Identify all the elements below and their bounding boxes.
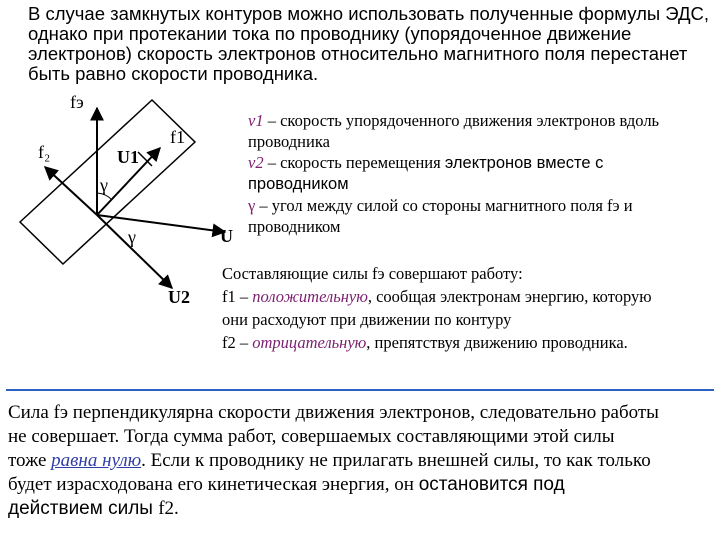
- conclusion-line-3a: тоже: [8, 450, 52, 471]
- label-gamma-top: γ: [100, 175, 108, 195]
- work-f2-label: f2 –: [222, 333, 253, 352]
- gamma-text: – угол между силой со стороны магнитного поля fэ и: [255, 196, 633, 215]
- label-u1: U1: [117, 147, 139, 167]
- conclusion-line-4b: остановится под: [418, 474, 565, 495]
- label-gamma-bottom: γ: [128, 227, 136, 247]
- def-gamma-line: [248, 195, 713, 216]
- label-f1: f1: [170, 127, 185, 147]
- conclusion-line-3: [8, 449, 714, 473]
- intro-line: однако при протекании тока по проводнику (упорядоченное движение: [28, 23, 632, 44]
- label-f2: f₂: [38, 142, 51, 162]
- v1-text: – скорость упорядоченного движения электронов вдоль: [263, 111, 660, 130]
- def-gamma-cont: проводником: [248, 217, 341, 236]
- work-f1-rest: , сообщая электронам энергию, которую: [367, 287, 652, 306]
- work-f1-dash: –: [235, 287, 253, 306]
- work-f1-word: положительную: [252, 287, 368, 306]
- def-v2-line: [248, 152, 713, 174]
- v2-symbol: v2: [248, 153, 264, 172]
- v2-text-b: электронов вместе с: [444, 154, 604, 172]
- work-f1-label: f1: [222, 287, 236, 306]
- conclusion-line-5: [8, 497, 714, 521]
- work-line-f2: [222, 331, 717, 354]
- definitions-block: [248, 110, 713, 237]
- work-f2-word: отрицательную: [252, 333, 367, 352]
- equals-zero-text: равна нулю: [51, 450, 142, 471]
- conclusion-line-2: не совершает. Тогда сумма работ, совершаемых составляющими этой силы: [8, 426, 615, 447]
- label-u2: U2: [168, 287, 190, 307]
- conclusion-line-1: Сила fэ перпендикулярна скорости движения электронов, следовательно работы: [8, 402, 659, 423]
- velocity-u2-arrow: [97, 215, 172, 288]
- conclusion-line-4: [8, 473, 714, 497]
- conclusion-line-5a: действием силы: [8, 498, 159, 519]
- label-u: U: [220, 226, 233, 246]
- def-v2-cont: проводником: [248, 175, 349, 193]
- force-diagram: [0, 0, 260, 390]
- gamma-symbol: γ: [248, 196, 256, 215]
- conclusion-line-5c: .: [174, 498, 179, 519]
- label-fe: fэ: [70, 92, 84, 112]
- intro-line: электронов) скорость электронов относительно магнитного поля перестанет: [28, 43, 688, 64]
- work-line-f1: [222, 285, 717, 308]
- conclusion-paragraph: [8, 401, 714, 521]
- work-line-3: они расходуют при движении по контуру: [222, 310, 512, 329]
- v2-text: – скорость перемещения: [263, 153, 445, 172]
- conclusion-line-4a: будет израсходована его кинетическая энергия, он: [8, 474, 419, 495]
- def-v1-cont: проводника: [248, 132, 330, 151]
- velocity-u-arrow: [97, 215, 225, 232]
- def-v1-line: [248, 110, 713, 131]
- work-f2-rest: , препятствуя движению проводника.: [366, 333, 628, 352]
- conclusion-line-3b: . Если к проводнику не прилагать внешней силы, то как только: [141, 450, 651, 471]
- intro-line: В случае замкнутых контуров можно использовать полученные формулы ЭДС,: [28, 3, 710, 24]
- intro-line: быть равно скорости проводника.: [28, 63, 319, 84]
- work-block: [222, 262, 717, 354]
- work-line-1: Составляющие силы fэ совершают работу:: [222, 264, 523, 283]
- conclusion-line-5b: f2: [158, 498, 175, 519]
- divider-rule: [6, 389, 714, 391]
- v1-symbol: v1: [248, 111, 264, 130]
